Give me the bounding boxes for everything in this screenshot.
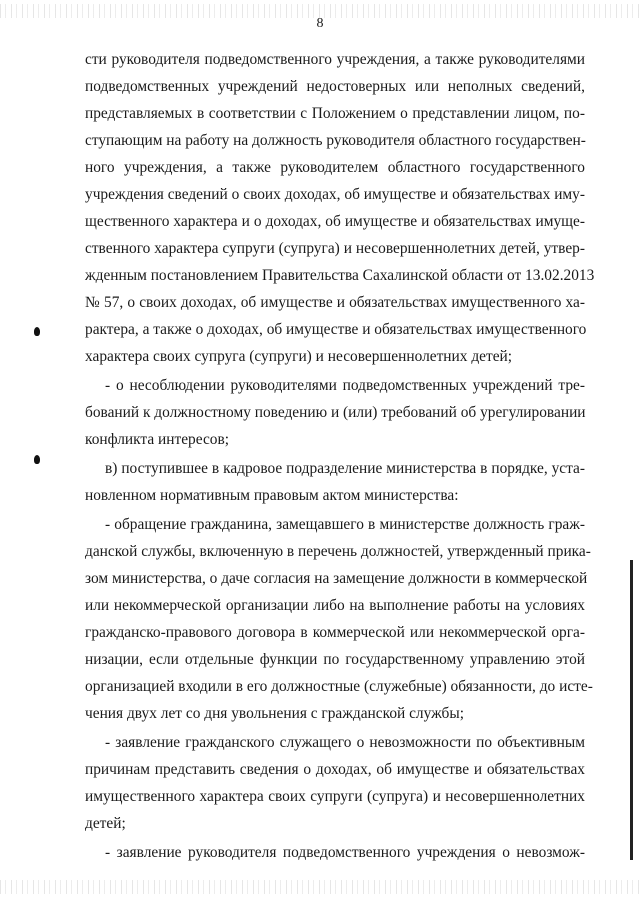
text-line: организацией входили в его должностные (служебные) обязанности, до исте- xyxy=(85,678,593,695)
text-line: характера своих супруга (супруги) и несовершеннолетних детей; xyxy=(85,348,513,365)
text-line: низации, если отдельные функции по государственному управлению этой xyxy=(85,651,585,668)
text-line: рактера, а также о доходах, об имуществе и обязательствах имущественного xyxy=(85,321,587,338)
text-line: ственного характера супруги (супруга) и несовершеннолетних детей, утвер- xyxy=(85,240,585,257)
scan-edge-line xyxy=(630,560,633,860)
text-line: в) поступившее в кадровое подразделение министерства в порядке, уста- xyxy=(105,460,585,477)
text-line: щественного характера и о доходах, об имуществе и обязательствах имуще- xyxy=(85,213,585,230)
text-line: сти руководителя подведомственного учреждения, а также руководителями xyxy=(85,51,585,68)
text-line: зом министерства, о даче согласия на замещение должности в коммерческой xyxy=(85,570,588,587)
text-line: гражданско-правового договора в коммерческой или некоммерческой орга- xyxy=(85,624,585,641)
text-line: или некоммерческой организации либо на выполнение работы на условиях xyxy=(85,597,585,614)
text-line: данской службы, включенную в перечень должностей, утвержденный прика- xyxy=(85,543,591,560)
scan-noise-bottom xyxy=(0,880,640,894)
text-line: - обращение гражданина, замещавшего в министерстве должность граж- xyxy=(105,516,585,533)
text-line: ступающим на работу на должность руководителя областного государствен- xyxy=(85,132,586,149)
text-line: - о несоблюдении руководителями подведомственных учреждений тре- xyxy=(105,377,585,394)
text-line: детей; xyxy=(85,815,126,832)
text-line: новленном нормативным правовым актом министерства: xyxy=(85,487,459,504)
page-number: 8 xyxy=(316,16,324,31)
text-line: подведомственных учреждений недостоверных или неполных сведений, xyxy=(85,78,585,95)
text-line: ного учреждения, а также руководителем областного государственного xyxy=(85,159,585,176)
text-line: причинам представить сведения о доходах, об имуществе и обязательствах xyxy=(85,761,585,778)
margin-mark xyxy=(34,327,40,336)
text-line: - заявление руководителя подведомственного учреждения о невозмож- xyxy=(105,844,585,861)
text-line: № 57, о своих доходах, об имуществе и обязательствах имущественного ха- xyxy=(85,294,585,311)
text-line: имущественного характера своих супруги (супруга) и несовершеннолетних xyxy=(85,788,585,805)
text-line: чения двух лет со дня увольнения с гражданской службы; xyxy=(85,705,464,722)
margin-mark xyxy=(34,455,40,464)
text-line: конфликта интересов; xyxy=(85,431,230,448)
text-line: бований к должностному поведению и (или) требований об урегулировании xyxy=(85,404,586,421)
text-line: учреждения сведений о своих доходах, об имуществе и обязательствах иму- xyxy=(85,186,585,203)
text-line: - заявление гражданского служащего о невозможности по объективным xyxy=(105,734,585,751)
text-line: представляемых в соответствии с Положением о представлении лицом, по- xyxy=(85,105,585,122)
text-line: жденным постановлением Правительства Сахалинской области от 13.02.2013 xyxy=(85,267,595,284)
